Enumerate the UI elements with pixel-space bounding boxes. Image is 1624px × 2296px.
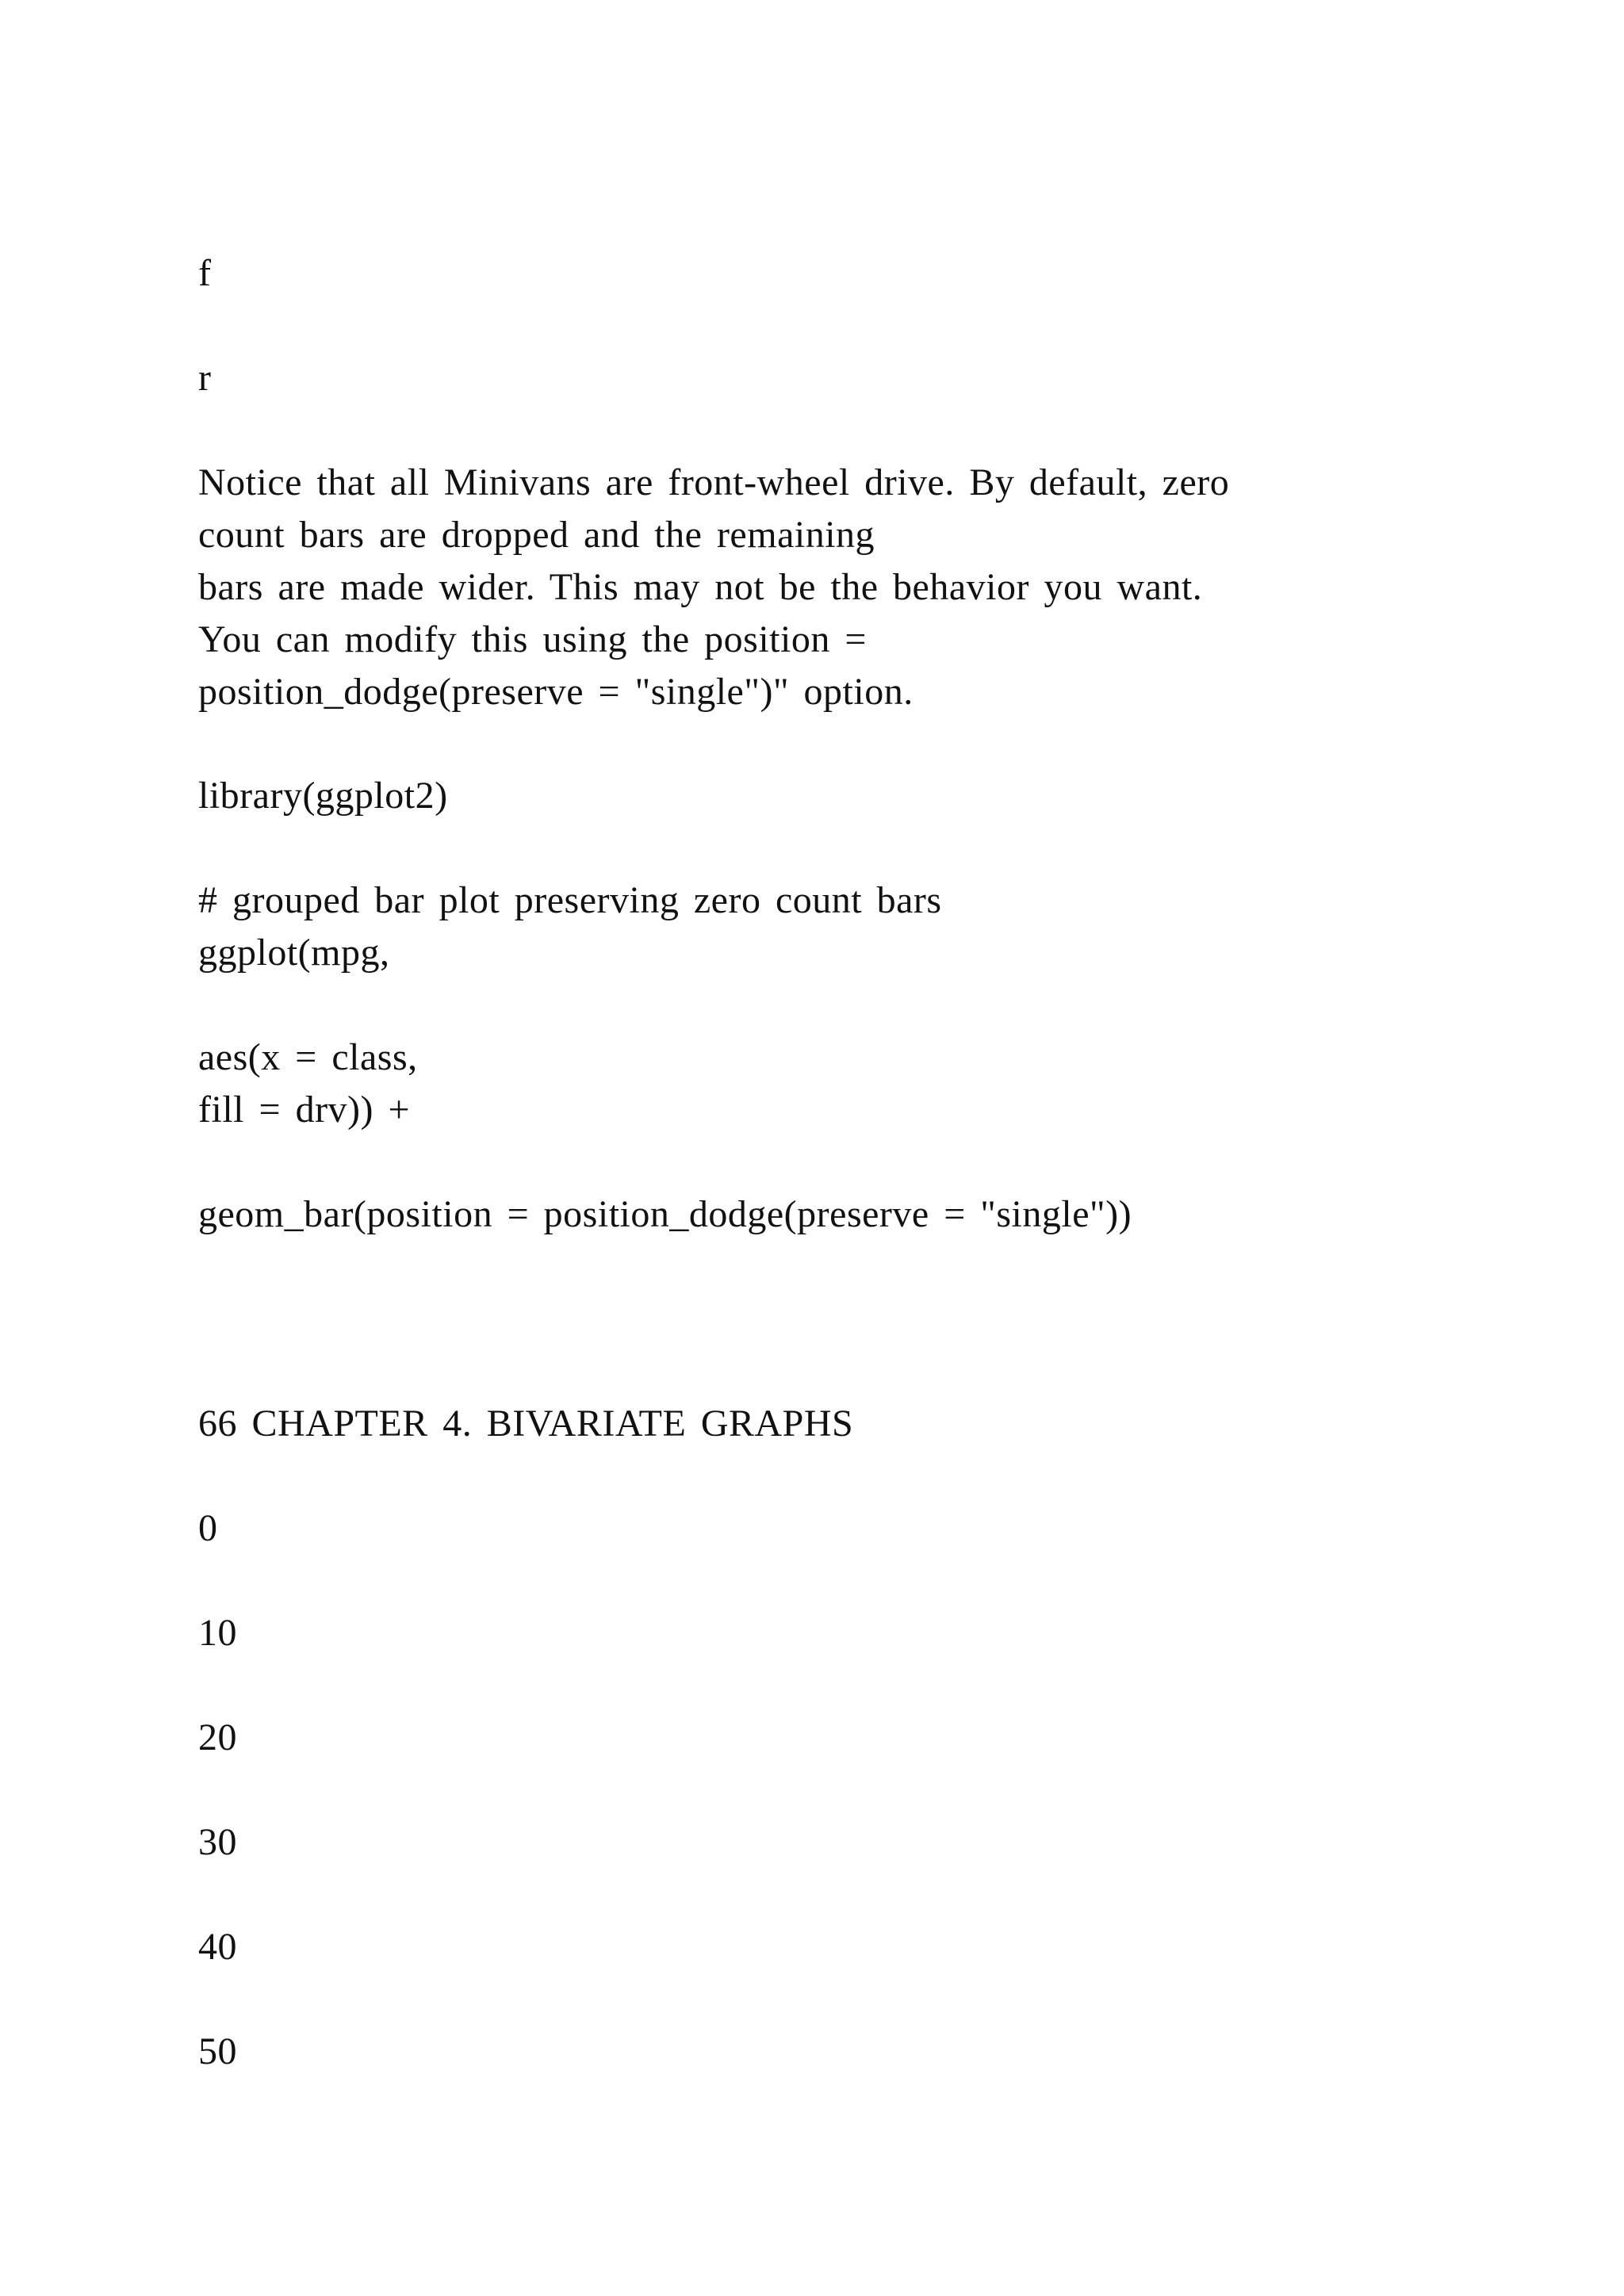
text-fragment-f: f [198,252,212,294]
code-aes-line-2: fill = drv)) + [198,1089,411,1131]
text-fragment-r: r [198,357,212,399]
code-comment-line: # grouped bar plot preserving zero count bars [198,879,942,921]
paragraph-line-5: position_dodge(preserve = "single")" option. [198,671,914,713]
code-ggplot-line: ggplot(mpg, [198,932,390,974]
paragraph-line-1: Notice that all Minivans are front-wheel drive. By default, zero [198,461,1230,503]
axis-number-40: 40 [198,1926,237,1968]
chapter-header: 66 CHAPTER 4. BIVARIATE GRAPHS [198,1402,854,1445]
axis-number-50: 50 [198,2030,237,2072]
code-aes-line-1: aes(x = class, [198,1036,418,1078]
paragraph-line-4: You can modify this using the position = [198,618,867,660]
axis-number-0: 0 [198,1507,218,1549]
code-geom-line: geom_bar(position = position_dodge(preserve = "single")) [198,1193,1132,1235]
paragraph-line-3: bars are made wider. This may not be the behavior you want. [198,566,1203,608]
code-library-line: library(ggplot2) [198,775,448,817]
paragraph-line-2: count bars are dropped and the remaining [198,514,875,556]
axis-number-30: 30 [198,1821,237,1863]
axis-number-20: 20 [198,1716,237,1758]
axis-number-10: 10 [198,1612,237,1654]
